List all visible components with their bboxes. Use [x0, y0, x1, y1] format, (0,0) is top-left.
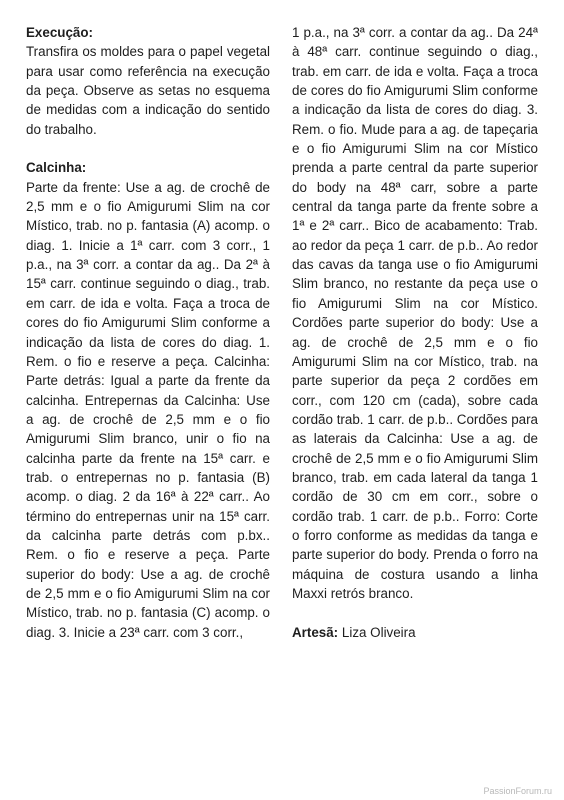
paragraph-gap [26, 139, 270, 158]
paragraph-continued: 1 p.a., na 3ª corr. a contar da ag.. Da 24ª à 48ª carr. continue seguindo o diag., trab. em carr. de ida e volta. Faça a troca de cores do fio Amigurumi Slim conforme a indicação da lista de cores do diag. 3. Rem. o fio. Mude para a ag. de tapeçaria e o fio Amigurumi Slim na cor Místico prenda a parte central da parte superior do body na 48ª carr, sobre a parte central da tanga parte da frente sobre a 1ª e 2ª carr.. Bico de acabamento: Trab. ao redor da peça 1 carr. de p.b.. Ao redor das cavas da tanga use o fio Amigurumi Slim branco, no restante da peça use o fio Amigurumi Slim na cor Místico. Cordões parte superior do body: Use a ag. de crochê de 2,5 mm e o fio Amigurumi Slim na cor Místico, trab. na parte superior da peça 2 cordões em corr., com 120 cm (cada), sobre cada cordão trab. 1 carr. de p.b.. Cordões para as laterais da Calcinha: Use a ag. de crochê de 2,5 mm e o fio Amigurumi Slim branco, trab. em cada lateral da tanga 1 cordão de 30 cm em corr., sobre o cordão trab. 1 carr. de p.b.. Forro: Corte o forro conforme as medidas da tanga e parte superior do body. Prenda o forro na máquina de costura usando a linha Maxxi retrós branco. [292, 25, 538, 601]
credit-line [292, 623, 538, 642]
credit-label: Artesã: [292, 624, 339, 640]
paragraph-calcinha: Parte da frente: Use a ag. de crochê de 2,5 mm e o fio Amigurumi Slim na cor Místico, trab. no p. fantasia (A) acomp. o diag. 1. Inicie a 1ª carr. com 3 corr., 1 p.a., na 3ª corr. a contar da ag.. Da 2ª à 15ª carr. continue seguindo o diag., trab. em carr. de ida e volta. Faça a troca de cores do fio Amigurumi Slim conforme a indicação da lista de cores do diag. 1. Rem. o fio e reserve a peça. Calcinha: Parte detrás: Igual a parte da frente da calcinha. Entrepernas da Calcinha: Use a ag. de crochê de 2,5 mm e o fio Amigurumi Slim branco, unir o fio na calcinha parte da frente na 15ª carr. e trab. o entrepernas no p. fantasia (B) acomp. o diag. 2 da 16ª à 22ª carr.. Ao término do entrepernas unir na 15ª carr. da calcinha parte detrás com p.bx.. Rem. o fio e reserve a peça. Parte superior do body: Use a ag. de crochê de 2,5 mm e o fio Amigurumi Slim na cor Místico, trab. no p. fantasia (C) acomp. o diag. 3. Inicie a 23ª carr. com 3 corr., [26, 179, 270, 640]
paragraph-gap [292, 603, 538, 622]
watermark: PassionForum.ru [483, 786, 552, 796]
credit-name: Liza Oliveira [341, 624, 416, 640]
paragraph-execucao: Transfira os moldes para o papel vegetal para usar como referência na execução da peça. Observe as setas no esquema de medidas com a indicação do sentido do trabalho. [26, 44, 270, 137]
heading-calcinha: Calcinha: [26, 160, 87, 176]
heading-execucao: Execução: [26, 25, 93, 40]
right-column [292, 23, 538, 642]
left-column [26, 23, 270, 642]
